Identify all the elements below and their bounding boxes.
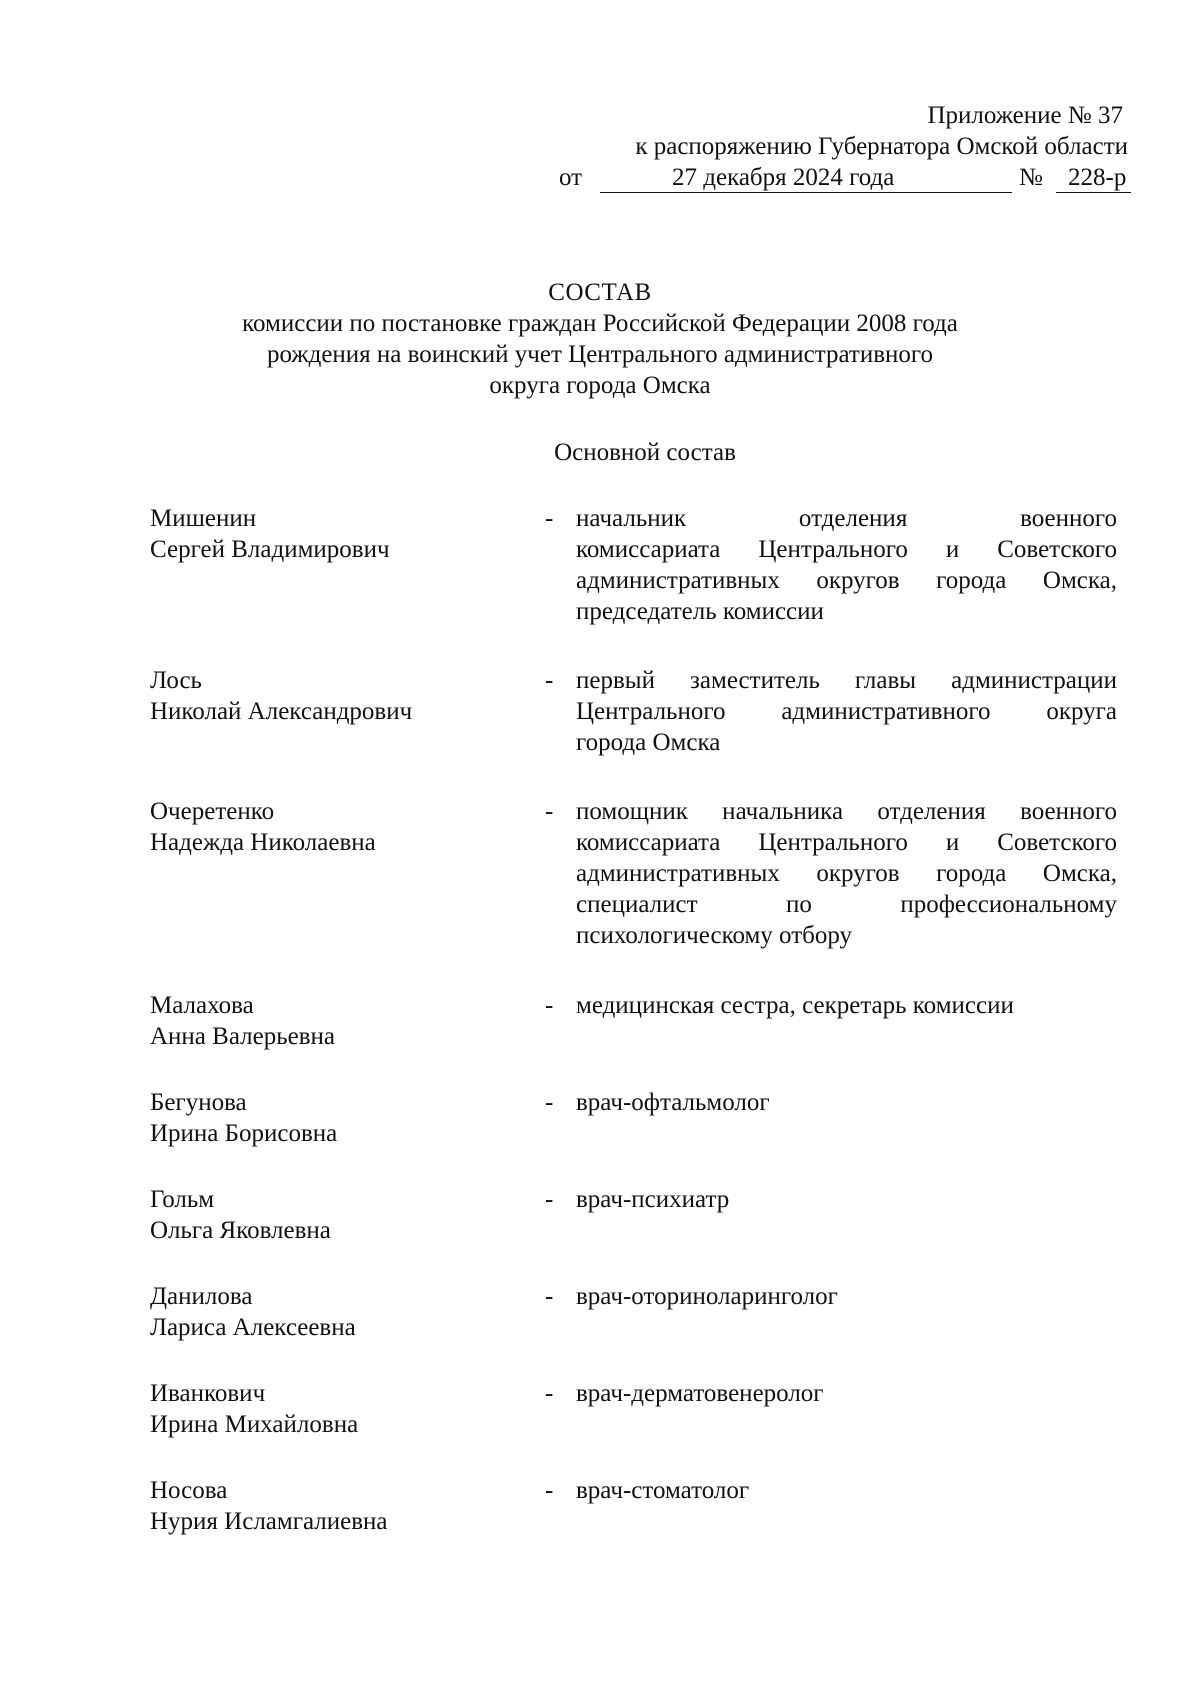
title-block	[0, 277, 1200, 401]
role-line: врач-офтальмолог	[576, 1089, 770, 1116]
member-given-name: Лариса Алексеевна	[150, 1314, 356, 1341]
member-dash: -	[545, 1283, 554, 1310]
member-given-name: Ольга Яковлевна	[150, 1217, 331, 1244]
member-dash: -	[545, 992, 554, 1019]
member-name	[150, 1475, 530, 1537]
member-surname: Мишенин	[150, 505, 257, 532]
member-surname: Данилова	[150, 1283, 253, 1310]
role-line: врач-стоматолог	[576, 1477, 750, 1504]
appendix-reference: к распоряжению Губернатора Омской области	[635, 133, 1128, 160]
role-line: начальник отделения военного	[576, 505, 1117, 532]
member-given-name: Ирина Михайловна	[150, 1411, 359, 1438]
role-line: врач-психиатр	[576, 1186, 730, 1213]
member-given-name: Сергей Владимирович	[150, 536, 390, 563]
member-surname: Бегунова	[150, 1089, 247, 1116]
member-dash: -	[545, 1380, 554, 1407]
role-line: первый заместитель главы администрации	[576, 667, 1117, 694]
role-line: города Омска	[576, 729, 721, 756]
document-title: СОСТАВ	[548, 279, 652, 306]
role-line: комиссариата Центрального и Советского	[576, 536, 1117, 563]
appendix-number: Приложение № 37	[927, 102, 1123, 129]
member-given-name: Нурия Исламгалиевна	[150, 1508, 388, 1535]
member-surname: Гольм	[150, 1186, 215, 1213]
role-line: помощник начальника отделения военного	[576, 798, 1117, 825]
member-name	[150, 1281, 530, 1343]
member-role	[576, 1475, 1117, 1506]
member-role	[576, 503, 1117, 627]
role-line: Центрального административного округа	[576, 698, 1117, 725]
member-role	[576, 990, 1117, 1021]
role-line: врач-дерматовенеролог	[576, 1380, 824, 1407]
member-surname: Носова	[150, 1477, 228, 1504]
appendix-header	[0, 100, 1128, 196]
role-line: комиссариата Центрального и Советского	[576, 829, 1117, 856]
number-field	[1056, 162, 1131, 193]
date-prefix: от	[559, 164, 583, 191]
member-name	[150, 1184, 530, 1246]
member-name	[150, 665, 530, 727]
member-surname: Иванкович	[150, 1380, 266, 1407]
role-line: психологическому отбору	[576, 922, 853, 949]
document-number: 228-р	[1068, 164, 1127, 191]
appendix-date-line	[0, 162, 1128, 196]
role-line: административных округов города Омска,	[576, 567, 1117, 594]
member-given-name: Надежда Николаевна	[150, 829, 376, 856]
member-role	[576, 1087, 1117, 1118]
member-dash: -	[545, 798, 554, 825]
member-given-name: Ирина Борисовна	[150, 1120, 338, 1147]
member-name	[150, 1378, 530, 1440]
member-name	[150, 503, 530, 565]
member-dash: -	[545, 1477, 554, 1504]
member-surname: Малахова	[150, 992, 254, 1019]
document-subtitle	[150, 308, 1050, 401]
role-line: административных округов города Омска,	[576, 860, 1117, 887]
date-field	[600, 162, 1012, 193]
member-surname: Очеретенко	[150, 798, 275, 825]
role-line: специалист по профессиональному	[576, 891, 1117, 918]
member-given-name: Николай Александрович	[150, 698, 413, 725]
member-given-name: Анна Валерьевна	[150, 1023, 335, 1050]
document-date: 27 декабря 2024 года	[672, 164, 895, 191]
subtitle-line: комиссии по постановке граждан Российской Федерации 2008 года	[242, 310, 958, 337]
member-name	[150, 796, 530, 858]
member-role	[576, 1281, 1117, 1312]
member-role	[576, 665, 1117, 758]
subtitle-line: округа города Омска	[489, 372, 711, 399]
member-dash: -	[545, 505, 554, 532]
member-dash: -	[545, 667, 554, 694]
member-role	[576, 1184, 1117, 1215]
member-dash: -	[545, 1089, 554, 1116]
section-title: Основной состав	[554, 439, 736, 466]
member-role	[576, 796, 1117, 951]
member-surname: Лось	[150, 667, 202, 694]
member-name	[150, 990, 530, 1052]
subtitle-line: рождения на воинский учет Центрального административного	[266, 341, 934, 368]
number-sign: №	[1019, 164, 1043, 191]
role-line: медицинская сестра, секретарь комиссии	[576, 992, 1014, 1019]
member-dash: -	[545, 1186, 554, 1213]
member-role	[576, 1378, 1117, 1409]
role-line: врач-оториноларинголог	[576, 1283, 838, 1310]
role-line: председатель комиссии	[576, 598, 824, 625]
member-name	[150, 1087, 530, 1149]
